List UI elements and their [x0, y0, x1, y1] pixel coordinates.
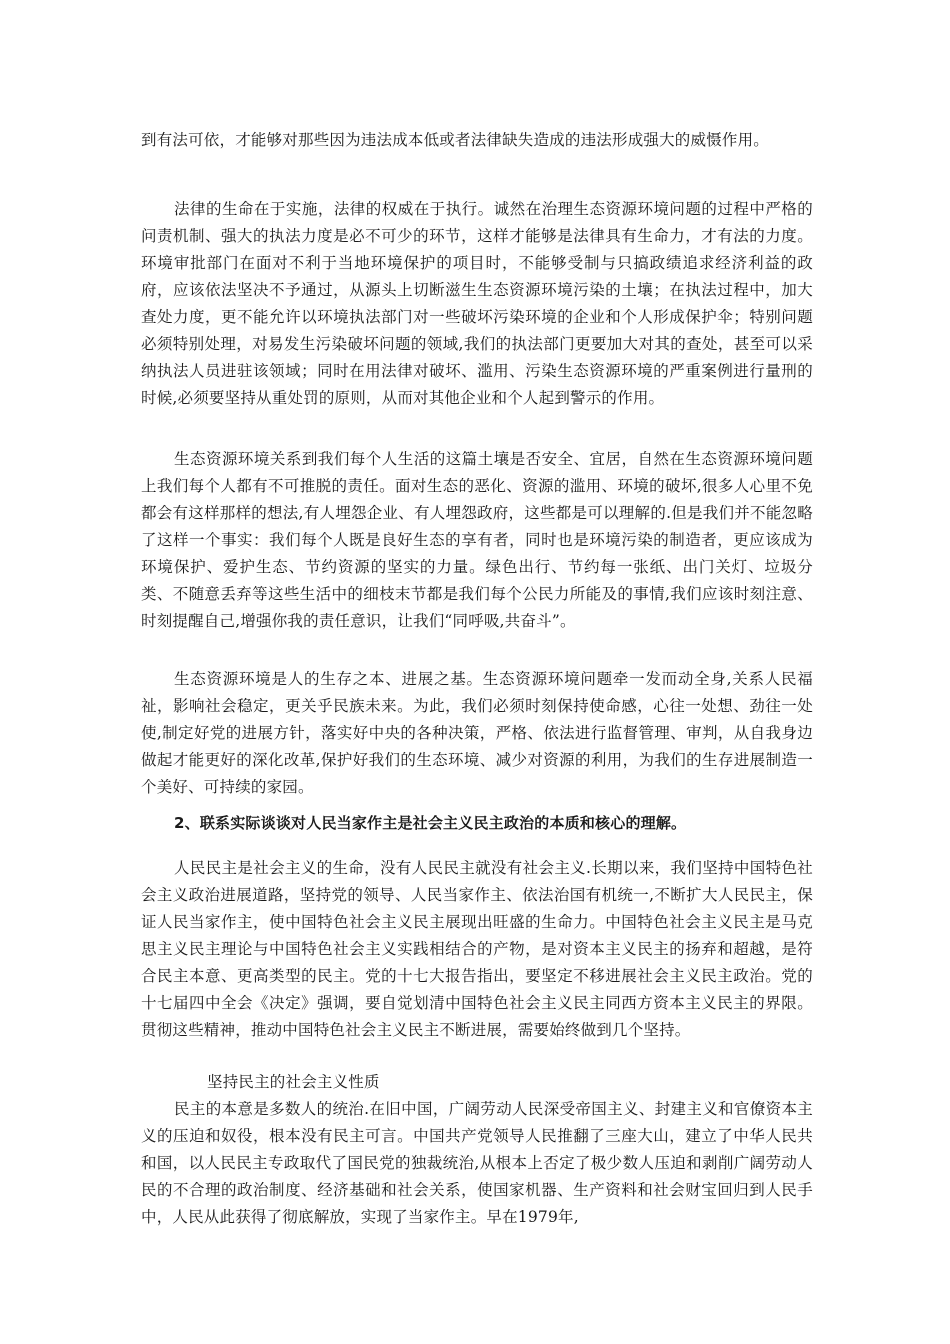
- paragraph-personal-responsibility: 生态资源环境关系到我们每个人生活的这篇土壤是否安全、宜居，自然在生态资源环境问题上我们每个人都有不可推脱的责任。面对生态的恶化、资源的滥用、环境的破坏,很多人心里不免都会有这样那样的想法,有人埋怨企业、有人埋怨政府，这些都是可以理解的.但是我们并不能忽略了这样一个事实：我们每个人既是良好生态的享有者，同时也是环境污染的制造者，更应该成为环境保护、爱护生态、节约资源的坚实的力量。绿色出行、节约每一张纸、出门关灯、垃圾分类、不随意丢弃等这些生活中的细枝末节都是我们每个公民力所能及的事情,我们应该时刻注意、时刻提醒自己,增强你我的责任意识，让我们“同呼吸,共奋斗”。: [141, 450, 813, 630]
- section-heading: 2、联系实际谈谈对人民当家作主是社会主义民主政治的本质和核心的理解。: [174, 814, 687, 832]
- subheading-socialist-nature: 坚持民主的社会主义性质: [207, 1073, 380, 1091]
- paragraph-people-democracy: 人民民主是社会主义的生命，没有人民民主就没有社会主义.长期以来，我们坚持中国特色社会主义政治进展道路，坚持党的领导、人民当家作主、依法治国有机统一,不断扩大人民民主，保证人民当家作主，使中国特色社会主义民主展现出旺盛的生命力。中国特色社会主义民主是马克思主义民主理论与中国特色社会主义实践相结合的产物，是对资本主义民主的扬弃和超越，是符合民主本意、更高类型的民主。党的十七大报告指出，要坚定不移进展社会主义民主政治。党的十七届四中全会《决定》强调，要自觉划清中国特色社会主义民主同西方资本主义民主的界限。贯彻这些精神，推动中国特色社会主义民主不断进展，需要始终做到几个坚持。: [141, 859, 813, 1039]
- paragraph-democracy-meaning: 民主的本意是多数人的统治.在旧中国，广阔劳动人民深受帝国主义、封建主义和官僚资本主义的压迫和奴役，根本没有民主可言。中国共产党领导人民推翻了三座大山，建立了中华人民共和国，以人民民主专政取代了国民党的独裁统治,从根本上否定了极少数人压迫和剥削广阔劳动人民的不合理的政治制度、经济基础和社会关系，使国家机器、生产资料和社会财宝回归到人民手中，人民从此获得了彻底解放，实现了当家作主。早在1979年,: [141, 1100, 813, 1226]
- paragraph-law-enforcement: 法律的生命在于实施，法律的权威在于执行。诚然在治理生态资源环境问题的过程中严格的问责机制、强大的执法力度是必不可少的环节，这样才能够是法律具有生命力，才有法的力度。环境审批部门在面对不利于当地环境保护的项目时，不能够受制与只搞政绩追求经济利益的政府，应该依法坚决不予通过，从源头上切断滋生生态资源环境污染的土壤；在执法过程中，加大查处力度，更不能允许以环境执法部门对一些破坏污染环境的企业和个人形成保护伞；特别问题必须特别处理，对易发生污染破坏问题的领域,我们的执法部门更要加大对其的查处，甚至可以采纳执法人员进驻该领域；同时在用法律对破坏、滥用、污染生态资源环境的严重案例进行量刑的时候,必须要坚持从重处罚的原则，从而对其他企业和个人起到警示的作用。: [141, 200, 813, 407]
- paragraph-continuation: 到有法可依，才能够对那些因为违法成本低或者法律缺失造成的违法形成强大的威慑作用。: [141, 131, 770, 149]
- paragraph-ecological-foundation: 生态资源环境是人的生存之本、进展之基。生态资源环境问题牵一发而动全身,关系人民福祉，影响社会稳定，更关乎民族未来。为此，我们必须时刻保持使命感，心往一处想、劲往一处使,制定好党的进展方针，落实好中央的各种决策，严格、依法进行监督管理、审判，从自我身边做起才能更好的深化改革,保护好我们的生态环境、减少对资源的利用，为我们的生存进展制造一个美好、可持续的家园。: [141, 670, 813, 796]
